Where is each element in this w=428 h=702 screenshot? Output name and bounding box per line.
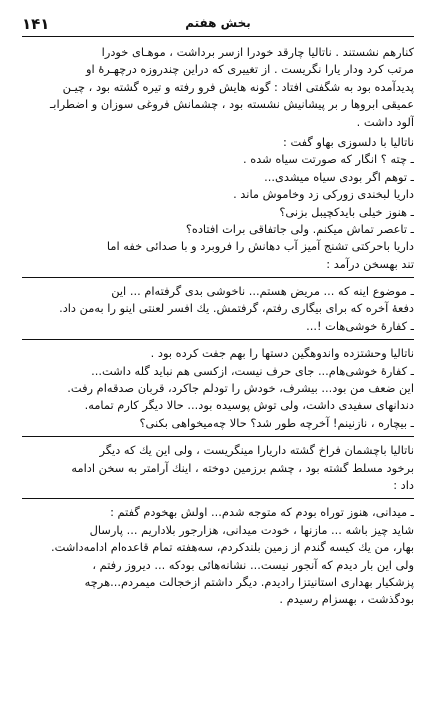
- text-line: دفعهٔ آخره که برای بیگاری رفتم، گرفتمش. یك افسر لعنتی اینو را به‌من داد.: [59, 301, 414, 316]
- text-line: بودگذشت ، بهسزام رسیدم .: [279, 592, 414, 607]
- text-line: برخود مسلط گشته بود ، چشم برزمین دوخته ، اینك آرامتر به سخن ادامه: [71, 460, 414, 475]
- text-line: ـ توهم اگر بودی سیاه میشدی...: [264, 169, 414, 184]
- text-line: بهار، من یك کیسه گندم از زمین بلندکردم، سه‌هفته تمام قاعده‌ام ادامه‌داشت.: [50, 540, 414, 555]
- text-line: کنارهم نشستند . ناتالیا چارقد خودرا ازسر برداشت ، موهـای خودرا: [101, 45, 414, 59]
- text-line: ـ میدانی، هنوز توراه بودم که متوجه شدم... اولش بهخودم گفتم :: [110, 505, 414, 520]
- page-body: [22, 44, 414, 609]
- text-line: داریا باحرکتی تشنج آمیز آب دهانش را فروبرد و با صدائی خفه اما: [106, 239, 414, 254]
- text-line: ـ چته ؟ انگار که صورتت سیاه شده .: [242, 152, 414, 167]
- text-line: ناتالیا وحشتزده واندوهگین دستها را بهم جفت کرده بود .: [150, 346, 414, 361]
- divider: [22, 498, 414, 499]
- text-line: آلود داشت .: [356, 114, 414, 129]
- text-line: داریا لبخندی زورکی زد وخاموش ماند .: [233, 187, 414, 202]
- text-line: پدیدآمده بود به شگفتی افتاد : گونه هایش فرو رفته و تیره گشته بود ، چیـن: [62, 79, 414, 94]
- text-line: ناتالیا با دلسوزی بهاو گفت :: [282, 134, 414, 149]
- paragraph: [22, 363, 414, 415]
- text-line: شاید چیز باشه ... مازنها ، خودت میدانی، هزارجور بلاداریم ... پارسال: [89, 522, 414, 537]
- text-line: این ضعف من بود... بیشرف، خودش را تودلم جاکرد، قربان صدقه‌ام رفت.: [67, 381, 414, 396]
- paragraph: [22, 283, 414, 318]
- chapter-title: بخش هفتم: [185, 16, 251, 30]
- text-line: ـ تاعصر تماش میکنم. ولی جاتفاقی برات افتاده؟: [185, 221, 414, 236]
- text-line: ـ بیچاره ، نازنینم! آخرچه طور شد؟ حالا چه‌میخواهی بکنی؟: [139, 415, 414, 430]
- divider: [22, 436, 414, 437]
- paragraph: [22, 44, 414, 131]
- text-line: ـ کفارهٔ خوشی‌هام... جای حرف نیست، ازکسی هم نباید گله داشت...: [91, 363, 414, 378]
- text-line: ناتالیا باچشمان فراخ گشته داریارا مینگریست ، ولی این یك که دیگر: [99, 443, 414, 458]
- text-line: مرتب کرد ودار یارا نگریست . از تغییری که دراین چندروزه درچهـرهٔ او: [86, 62, 414, 77]
- paragraph: [22, 442, 414, 494]
- page-header: [22, 12, 414, 37]
- text-line: پزشکیار بهداری استانیتزا رادیدم. دیگر داشتم ازخجالت میمردم...هرچه: [84, 574, 414, 589]
- text-line: تند بهسخن درآمد :: [326, 256, 414, 271]
- text-line: ـ کفارهٔ خوشی‌هات !...: [306, 318, 414, 333]
- divider: [22, 277, 414, 278]
- paragraph: [22, 238, 414, 273]
- text-line: ـ هنوز خیلی بایدکچیبل بزنی؟: [279, 204, 414, 219]
- divider: [22, 339, 414, 340]
- text-line: دندانهای سفیدی داشت، ولی توش پوسیده بود... حالا دیگر کارم تمامه.: [84, 398, 414, 413]
- text-line: ـ موضوع اینه که ... مریض هستم... ناخوشی بدی گرفته‌ام ... این: [111, 284, 414, 299]
- paragraph: [22, 504, 414, 608]
- page-number: ۱۴۱: [22, 15, 50, 33]
- text-line: ولی این بار دیدم که آنجور نیست... نشانه‌هائی بودکه ... دیروز رفتم ،: [92, 557, 414, 572]
- text-line: داد :: [393, 477, 414, 492]
- text-line: عمیقی ابروها ر بر پیشانیش نشسته بود ، چشمانش فروغی سوزان و اضطرابـ: [49, 97, 414, 112]
